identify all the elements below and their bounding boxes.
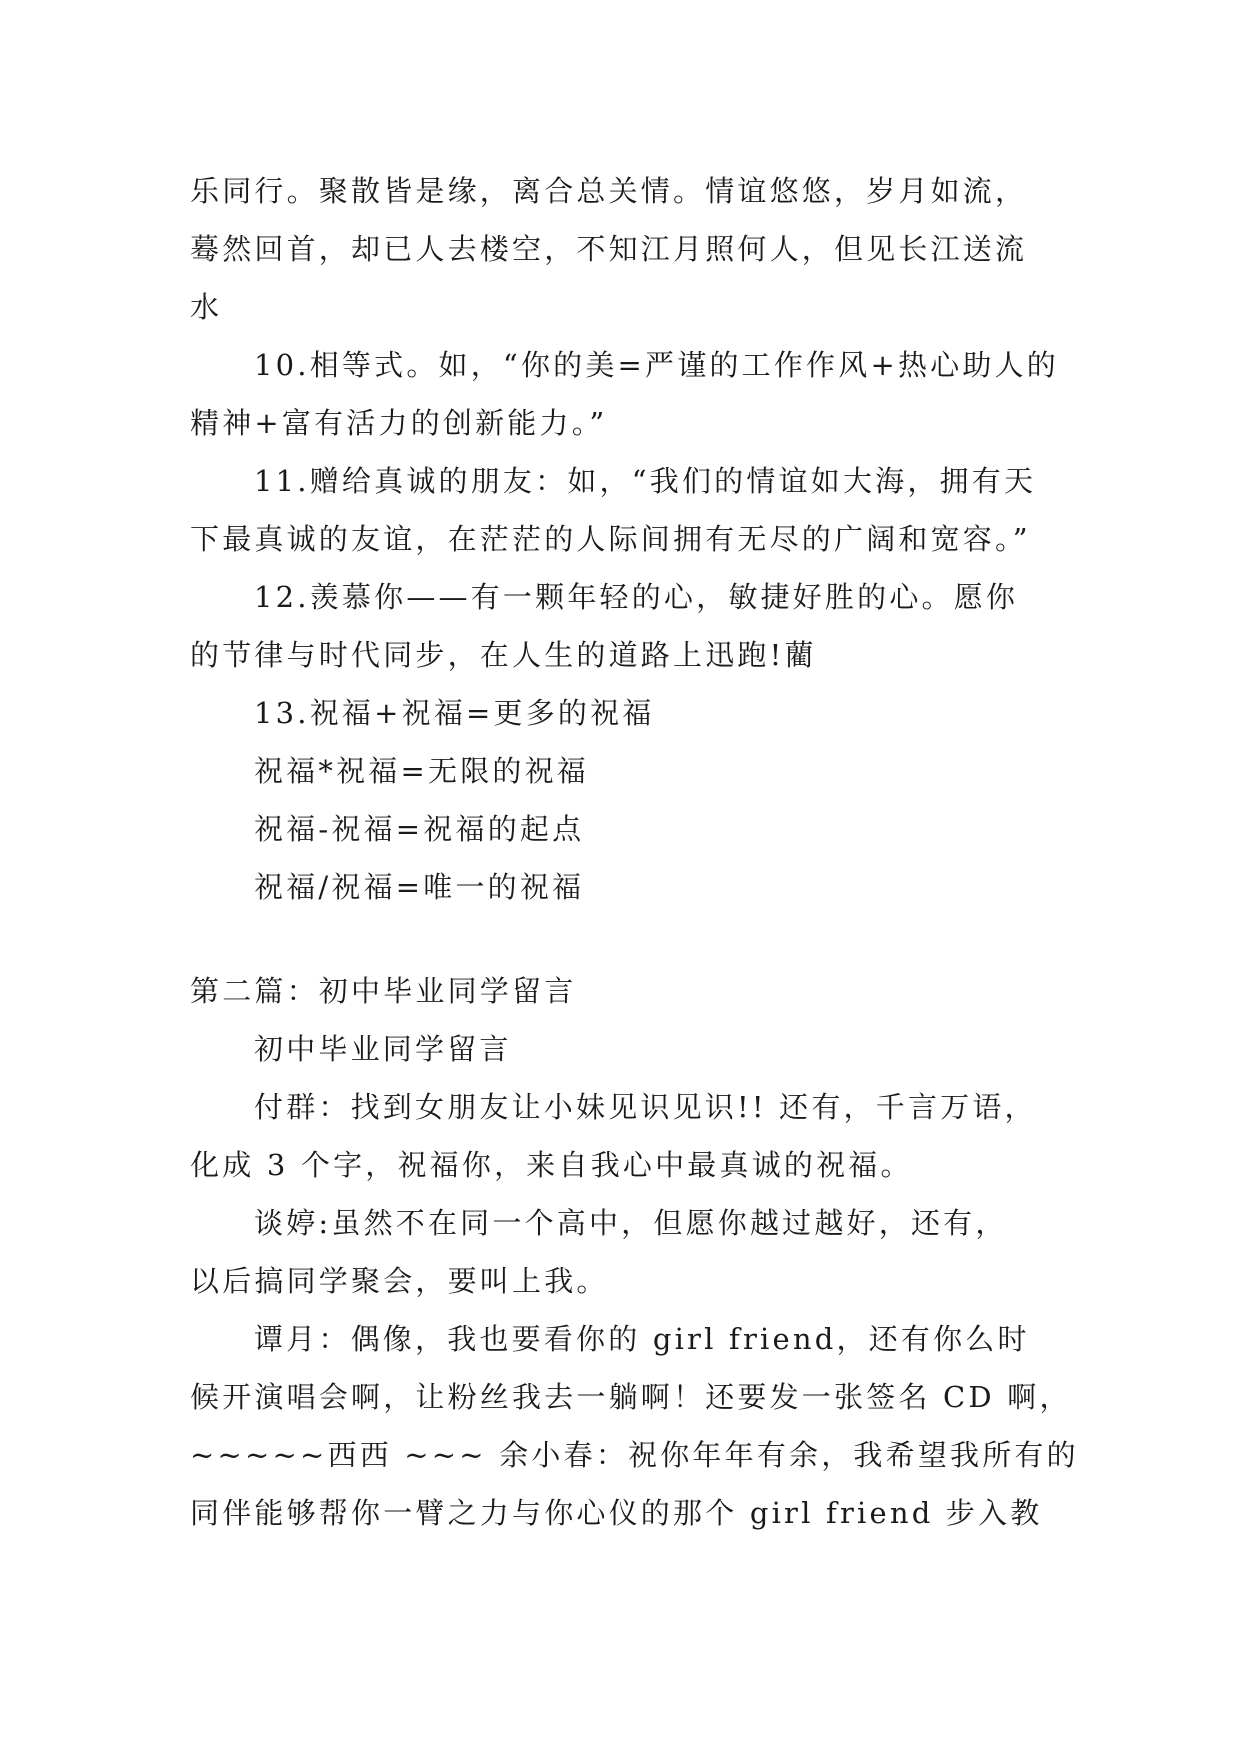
text-line: 下最真诚的友谊，在茫茫的人际间拥有无尽的广阔和宽容。” — [190, 522, 1031, 556]
section-heading: 第二篇：初中毕业同学留言 — [190, 974, 577, 1008]
text-line: 11.赠给真诚的朋友：如，“我们的情谊如大海，拥有天 — [254, 464, 1037, 498]
text-line: 谈婷:虽然不在同一个高中，但愿你越过越好，还有， — [254, 1206, 1008, 1240]
text-line: 乐同行。聚散皆是缘，离合总关情。情谊悠悠，岁月如流， — [190, 174, 1028, 208]
text-line: 付群：找到女朋友让小妹见识见识!! 还有，千言万语， — [254, 1090, 1037, 1124]
text-line: 精神+富有活力的创新能力。” — [190, 406, 608, 440]
text-line: 10.相等式。如，“你的美=严谨的工作作风+热心助人的 — [254, 348, 1059, 382]
text-line: 蓦然回首，却已人去楼空，不知江月照何人，但见长江送流 — [190, 232, 1028, 266]
text-line: 同伴能够帮你一臂之力与你心仪的那个 girl friend 步入教 — [190, 1496, 1043, 1530]
section-gap — [190, 916, 1060, 962]
text-line: 的节律与时代同步，在人生的道路上迅跑!藺 — [190, 638, 817, 672]
text-line: 候开演唱会啊，让粉丝我去一躺啊！还要发一张签名 CD 啊， — [190, 1380, 1072, 1414]
text-line: 祝福*祝福=无限的祝福 — [254, 754, 589, 788]
text-line: 化成 3 个字，祝福你，来自我心中最真诚的祝福。 — [190, 1148, 913, 1182]
text-line: 以后搞同学聚会，要叫上我。 — [190, 1264, 609, 1298]
body-text — [190, 162, 1079, 1542]
text-line: ~~~~~西西 ~~~ 余小春：祝你年年有余，我希望我所有的 — [190, 1438, 1079, 1472]
section-subtitle: 初中毕业同学留言 — [254, 1032, 512, 1066]
text-line: 祝福/祝福=唯一的祝福 — [254, 870, 585, 904]
text-line: 13.祝福+祝福=更多的祝福 — [254, 696, 655, 730]
text-line: 12.羡慕你——有一颗年轻的心，敏捷好胜的心。愿你 — [254, 580, 1019, 614]
text-line: 谭月：偶像，我也要看你的 girl friend，还有你么时 — [254, 1322, 1030, 1356]
text-line: 祝福-祝福=祝福的起点 — [254, 812, 585, 846]
text-line: 水 — [190, 290, 223, 324]
